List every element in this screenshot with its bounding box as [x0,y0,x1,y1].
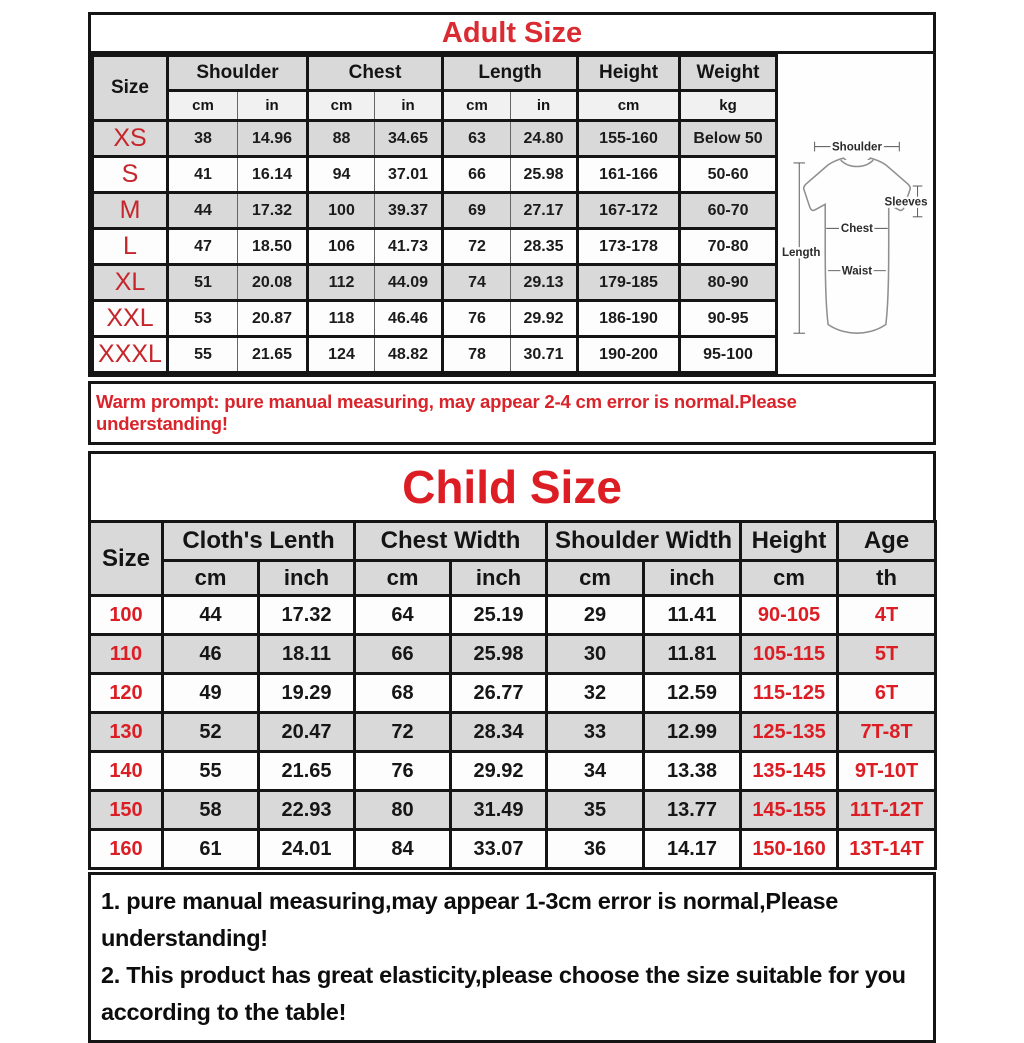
diagram-sleeves-label: Sleeves [884,196,928,209]
table-row [90,596,936,635]
table-row [90,791,936,830]
value-cell: 32 [547,674,644,713]
size-cell: L [93,229,168,265]
table-row [93,265,777,301]
value-cell: 95-100 [680,337,777,373]
value-cell: 22.93 [259,791,355,830]
child-header-age: Age [838,522,936,561]
value-cell: 41 [168,157,238,193]
value-cell: 150-160 [741,830,838,869]
value-cell: 34.65 [375,121,443,157]
value-cell: 74 [443,265,511,301]
value-cell: 27.17 [511,193,578,229]
value-cell: 66 [355,635,451,674]
value-cell: 90-105 [741,596,838,635]
value-cell: 84 [355,830,451,869]
value-cell: 13.38 [644,752,741,791]
value-cell: 24.80 [511,121,578,157]
value-cell: 29.92 [451,752,547,791]
value-cell: 28.34 [451,713,547,752]
value-cell: 70-80 [680,229,777,265]
value-cell: 29 [547,596,644,635]
value-cell: 29.13 [511,265,578,301]
value-cell: 190-200 [578,337,680,373]
value-cell: 63 [443,121,511,157]
adult-size-section [88,12,936,377]
value-cell: 46 [163,635,259,674]
value-cell: 11.41 [644,596,741,635]
value-cell: 21.65 [238,337,308,373]
size-cell: M [93,193,168,229]
value-cell: 20.08 [238,265,308,301]
value-cell: 173-178 [578,229,680,265]
value-cell: 53 [168,301,238,337]
adult-size-title: Adult Size [91,15,933,54]
value-cell: 34 [547,752,644,791]
size-cell: 130 [90,713,163,752]
value-cell: 58 [163,791,259,830]
value-cell: 112 [308,265,375,301]
value-cell: 90-95 [680,301,777,337]
value-cell: 115-125 [741,674,838,713]
unit-cell: kg [680,91,777,121]
unit-cell: inch [259,561,355,596]
size-cell: 120 [90,674,163,713]
adult-header-weight: Weight [680,56,777,91]
value-cell: 33 [547,713,644,752]
value-cell: 47 [168,229,238,265]
value-cell: 14.96 [238,121,308,157]
value-cell: 25.19 [451,596,547,635]
value-cell: 167-172 [578,193,680,229]
value-cell: 106 [308,229,375,265]
size-cell: XXXL [93,337,168,373]
warm-prompt: Warm prompt: pure manual measuring, may appear 2-4 cm error is normal.Please understanding! [88,381,936,445]
value-cell: 6T [838,674,936,713]
value-cell: 18.50 [238,229,308,265]
value-cell: 11T-12T [838,791,936,830]
value-cell: 17.32 [259,596,355,635]
adult-header-row [93,56,777,91]
diagram-chest-label: Chest [840,223,873,236]
table-row [93,301,777,337]
note-line: 1. pure manual measuring,may appear 1-3cm error is normal,Please understanding! [101,888,839,952]
unit-cell: cm [578,91,680,121]
table-row [93,337,777,373]
value-cell: 78 [443,337,511,373]
value-cell: 179-185 [578,265,680,301]
value-cell: 80-90 [680,265,777,301]
adult-size-body [91,54,933,374]
size-cell: 150 [90,791,163,830]
unit-cell: in [375,91,443,121]
value-cell: 13T-14T [838,830,936,869]
value-cell: 76 [443,301,511,337]
value-cell: 94 [308,157,375,193]
value-cell: 18.11 [259,635,355,674]
value-cell: 7T-8T [838,713,936,752]
value-cell: 29.92 [511,301,578,337]
value-cell: 72 [443,229,511,265]
child-size-table [88,520,937,870]
unit-cell: cm [168,91,238,121]
value-cell: 21.65 [259,752,355,791]
unit-cell: cm [355,561,451,596]
table-row [90,713,936,752]
value-cell: 49 [163,674,259,713]
table-row [93,193,777,229]
unit-cell: th [838,561,936,596]
value-cell: 100 [308,193,375,229]
value-cell: 4T [838,596,936,635]
unit-cell: cm [308,91,375,121]
tshirt-diagram-svg [780,136,932,367]
value-cell: 36 [547,830,644,869]
value-cell: 125-135 [741,713,838,752]
value-cell: 60-70 [680,193,777,229]
child-size-title: Child Size [402,461,622,513]
value-cell: 19.29 [259,674,355,713]
value-cell: 69 [443,193,511,229]
value-cell: 39.37 [375,193,443,229]
value-cell: 44.09 [375,265,443,301]
value-cell: 31.49 [451,791,547,830]
unit-cell: cm [741,561,838,596]
value-cell: 11.81 [644,635,741,674]
value-cell: 20.47 [259,713,355,752]
size-cell: 140 [90,752,163,791]
unit-cell: inch [644,561,741,596]
value-cell: 186-190 [578,301,680,337]
value-cell: 72 [355,713,451,752]
size-chart-sheet [88,12,936,1043]
diagram-shoulder-label: Shoulder [831,141,882,154]
value-cell: 88 [308,121,375,157]
unit-cell: cm [163,561,259,596]
adult-header-chest: Chest [308,56,443,91]
value-cell: 14.17 [644,830,741,869]
value-cell: 135-145 [741,752,838,791]
value-cell: 68 [355,674,451,713]
table-row [93,229,777,265]
value-cell: 41.73 [375,229,443,265]
unit-cell: inch [451,561,547,596]
footer-notes [88,872,936,1043]
value-cell: 44 [168,193,238,229]
value-cell: 28.35 [511,229,578,265]
value-cell: 26.77 [451,674,547,713]
value-cell: 17.32 [238,193,308,229]
unit-cell: cm [443,91,511,121]
adult-header-shoulder: Shoulder [168,56,308,91]
value-cell: 12.99 [644,713,741,752]
value-cell: 44 [163,596,259,635]
value-cell: 61 [163,830,259,869]
value-cell: 105-115 [741,635,838,674]
value-cell: 55 [163,752,259,791]
table-row [90,830,936,869]
note-line: 2. This product has great elasticity,please choose the size suitable for you according to the table! [101,962,906,1026]
table-row [90,674,936,713]
size-cell: 110 [90,635,163,674]
table-row [93,157,777,193]
child-units-row [90,561,936,596]
child-header-size: Size [90,522,163,596]
value-cell: 48.82 [375,337,443,373]
value-cell: 25.98 [511,157,578,193]
value-cell: 12.59 [644,674,741,713]
tshirt-measurement-diagram [778,54,933,374]
child-size-section [88,451,936,520]
value-cell: 118 [308,301,375,337]
value-cell: 52 [163,713,259,752]
child-size-table-body [90,596,936,869]
value-cell: 55 [168,337,238,373]
value-cell: 30 [547,635,644,674]
value-cell: 25.98 [451,635,547,674]
size-cell: XL [93,265,168,301]
size-cell: XS [93,121,168,157]
value-cell: 161-166 [578,157,680,193]
value-cell: 5T [838,635,936,674]
table-row [90,752,936,791]
table-row [90,635,936,674]
value-cell: 9T-10T [838,752,936,791]
value-cell: Below 50 [680,121,777,157]
value-cell: 16.14 [238,157,308,193]
adult-header-size: Size [93,56,168,121]
value-cell: 46.46 [375,301,443,337]
child-header-row [90,522,936,561]
unit-cell: in [238,91,308,121]
value-cell: 35 [547,791,644,830]
value-cell: 80 [355,791,451,830]
child-header-cloth-length: Cloth's Lenth [163,522,355,561]
unit-cell: cm [547,561,644,596]
size-cell: S [93,157,168,193]
value-cell: 37.01 [375,157,443,193]
value-cell: 155-160 [578,121,680,157]
value-cell: 145-155 [741,791,838,830]
diagram-length-label: Length [781,247,820,260]
child-header-chest-width: Chest Width [355,522,547,561]
value-cell: 33.07 [451,830,547,869]
value-cell: 20.87 [238,301,308,337]
value-cell: 51 [168,265,238,301]
adult-header-length: Length [443,56,578,91]
value-cell: 66 [443,157,511,193]
value-cell: 13.77 [644,791,741,830]
size-cell: 100 [90,596,163,635]
child-header-shoulder-width: Shoulder Width [547,522,741,561]
adult-header-height: Height [578,56,680,91]
value-cell: 124 [308,337,375,373]
value-cell: 24.01 [259,830,355,869]
value-cell: 30.71 [511,337,578,373]
value-cell: 76 [355,752,451,791]
size-cell: 160 [90,830,163,869]
adult-size-table [91,54,778,374]
unit-cell: in [511,91,578,121]
value-cell: 64 [355,596,451,635]
value-cell: 38 [168,121,238,157]
child-header-height: Height [741,522,838,561]
size-cell: XXL [93,301,168,337]
diagram-waist-label: Waist [841,265,872,278]
adult-size-table-body [93,121,777,373]
value-cell: 50-60 [680,157,777,193]
adult-units-row [93,91,777,121]
table-row [93,121,777,157]
